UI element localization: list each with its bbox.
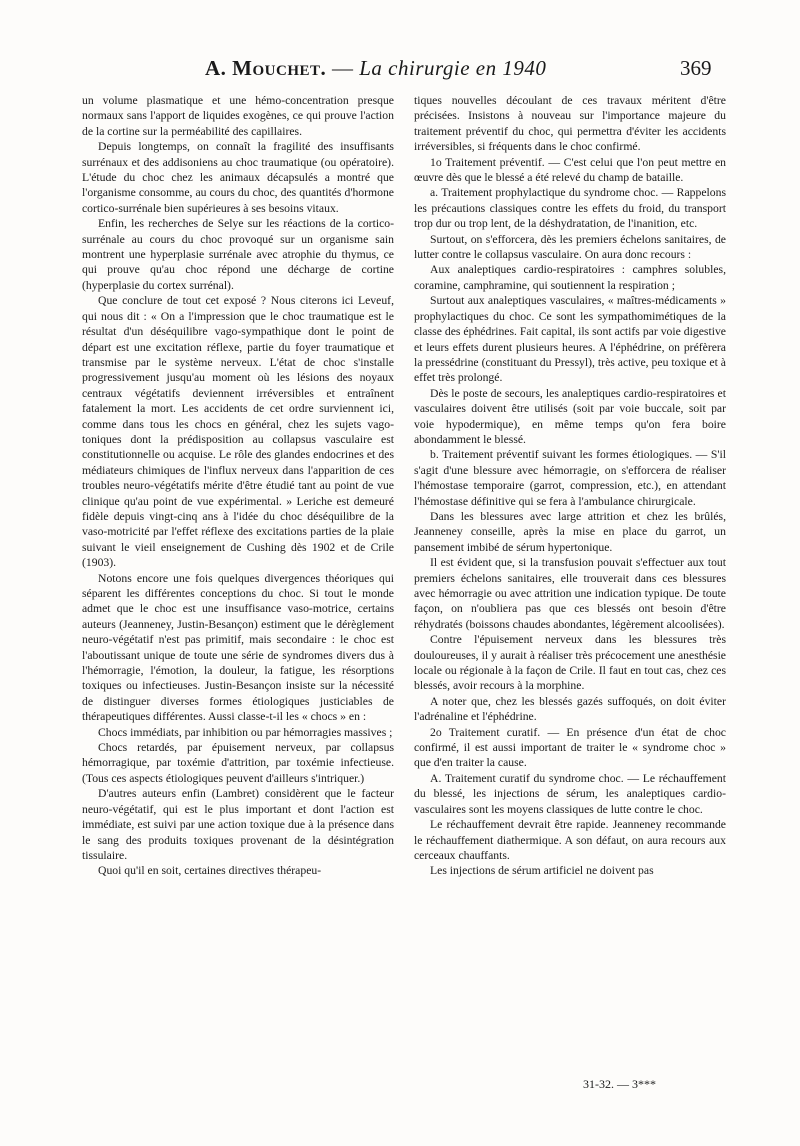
paragraph: Dans les blessures avec large attrition et chez les brûlés, Jeanneney conseille, après la mise en place du garrot, un pansement imbibé de sérum hypertonique. xyxy=(414,509,726,554)
paragraph: a. Traitement prophylactique du syndrome choc. — Rappelons les précautions classiques contre les effets du froid, du transport trop dur ou trop lent, de la déshydratation, de l'inanition, etc. xyxy=(414,186,726,231)
paragraph: Contre l'épuisement nerveux dans les blessures très douloureuses, il y aurait à réaliser très précocement une anesthésie locale ou régionale à la façon de Crile. Il faut en tout cas, chez ces blessés, avoir recours à la morphine. xyxy=(414,633,726,693)
paragraph: Surtout, on s'efforcera, dès les premiers échelons sanitaires, de lutter contre le collapsus vasculaire. On aura donc recours : xyxy=(414,232,726,262)
paragraph: Les injections de sérum artificiel ne doivent pas xyxy=(430,864,654,878)
paragraph: Notons encore une fois quelques divergences théoriques qui séparent les différentes conceptions du choc. Si tout le monde admet que le choc est une insuffisance vaso-motrice, certains auteurs (Jeanneney, Justin-Besançon) estiment que le dérèglement neuro-végétatif n'est pas primitif, mais secondaire : le choc est l'aboutissant unique de toute une série de syndromes divers dus à l'hémorragie, l'émotion, la douleur, la fatigue, les résorptions toxiques ou infectieuses. Justin-Besançon insiste sur la nécessité de distinguer diverses formes étiologiques justiciables de thérapeutiques différentes. Aussi classe-t-il les « chocs » en : xyxy=(82,571,394,724)
paragraph: Chocs retardés, par épuisement nerveux, par collapsus hémorragique, par toxémie d'attrition, par toxémie infectieuse. (Tous ces aspects étiologiques peuvent d'ailleurs s'intriquer.) xyxy=(82,741,394,785)
page-number: 369 xyxy=(680,56,712,80)
left-column xyxy=(82,93,394,879)
paragraph: 2o Traitement curatif. — En présence d'un état de choc confirmé, il est aussi important de traiter le « syndrome choc » que d'en traiter la cause. xyxy=(414,725,726,770)
paragraph: Enfin, les recherches de Selye sur les réactions de la cortico-surrénale au cours du choc provoqué sur un organisme sain montrent une hyperplasie surrénale avec atrophie du thymus, ce qui prouve qu'au choc répond une décharge de cortine (hyperplasie du cortex surrénal). xyxy=(82,217,394,292)
paragraph: un volume plasmatique et une hémo-concentration presque normaux sans l'apport de liquides exogènes, ce qui prouve l'action de la cortine sur la perméabilité des capillaires. xyxy=(82,94,394,138)
paragraph: A noter que, chez les blessés gazés suffoqués, on doit éviter l'adrénaline et l'éphédrine. xyxy=(414,694,726,724)
running-header xyxy=(0,56,800,90)
paragraph: Depuis longtemps, on connaît la fragilité des insuffisants surrénaux et des addisoniens au choc traumatique (ou opératoire). L'étude du choc chez les animaux décapsulés a montré que l'organisme consomme, au cours du choc, des quantités d'hormone cortico-surrénale bien supérieures à ses besoins vitaux. xyxy=(82,140,394,215)
paragraph: Que conclure de tout cet exposé ? Nous citerons ici Leveuf, qui nous dit : « On a l'impression que le choc traumatique est le résultat d'un déséquilibre vago-sympathique dont le point de départ est une excitation réflexe, partie du foyer traumatique et transmise par le système nerveux. L'état de choc s'installe progressivement jusqu'au moment où les lésions des noyaux centraux végétatifs deviennent irréversibles et entraînent fatalement la mort. Les accidents de cet ordre surviennent ici, comme dans tous les chocs en général, chez les sujets vago-toniques dont la prédisposition au collapsus vasculaire est constitutionnelle ou acquise. Le rôle des glandes endocrines et des médiateurs chimiques de l'influx nerveux dans l'apparition de ces troubles neuro-végétatifs mérite d'être étudié tant au point de vue clinique qu'au point de vue expérimental. » Leriche est demeuré fidèle depuis vingt-cinq ans à l'idée du choc déséquilibre de la vaso-motricité par l'effet réflexe des excitations parties de la plaie suivant le vieil enseignement de Cushing dès 1902 et de Crile (1903). xyxy=(82,294,394,570)
paragraph: 1o Traitement préventif. — C'est celui que l'on peut mettre en œuvre dès que le blessé a été relevé du champ de bataille. xyxy=(414,155,726,185)
paragraph: A. Traitement curatif du syndrome choc. — Le réchauffement du blessé, les injections de sérum, les analeptiques cardio-vasculaires sont les moyens classiques de lutte contre le choc. xyxy=(414,771,726,816)
work-title: La chirurgie en 1940 xyxy=(359,56,547,80)
paragraph: Dès le poste de secours, les analeptiques cardio-respiratoires et vasculaires doivent être utilisés (soit par voie buccale, soit par voie hypodermique), en même temps qu'on fera boire abondamment le blessé. xyxy=(414,386,726,446)
author-name: A. Mouchet. xyxy=(205,56,327,80)
signature-mark: 31-32. — 3*** xyxy=(583,1077,656,1091)
paragraph: Chocs immédiats, par inhibition ou par hémorragies massives ; xyxy=(98,725,393,739)
right-column xyxy=(414,93,726,879)
paragraph: Quoi qu'il en soit, certaines directives thérapeu- xyxy=(98,864,322,878)
paragraph: Il est évident que, si la transfusion pouvait s'effectuer aux tout premiers échelons sanitaires, elle trouverait dans ces blessures avec hémorragie ou avec attrition une indication typique. De toute façon, on n'oubliera pas que ces blessés ont besoin d'être réhydratés (boissons chaudes abondantes, légèrement alcoolisées). xyxy=(414,556,726,631)
paragraph: Aux analeptiques cardio-respiratoires : camphres solubles, coramine, camphramine, qui soutiennent la respiration ; xyxy=(414,263,726,292)
paragraph: b. Traitement préventif suivant les formes étiologiques. — S'il s'agit d'une blessure avec hémorragie, on s'efforcera de réaliser l'hémostase temporaire (garrot, compression, etc.), en attendant l'hémostase définitive qui se fera à l'ambulance chirurgicale. xyxy=(414,448,726,508)
running-title xyxy=(205,56,546,81)
header-dash: — xyxy=(332,56,354,80)
paragraph: Le réchauffement devrait être rapide. Jeanneney recommande le réchauffement diathermique. A son défaut, on aura recours aux cerceaux chauffants. xyxy=(414,818,726,862)
paragraph: D'autres auteurs enfin (Lambret) considèrent que le facteur neuro-végétatif, qui est le plus important et dont l'action est immédiate, est suivi par une action toxique due à la présence dans le sang des produits toxiques provenant de la désintégration tissulaire. xyxy=(82,787,394,862)
paragraph: Surtout aux analeptiques vasculaires, « maîtres-médicaments » prophylactiques du choc. Ce sont les sympathomimétiques de la classe des éphédrines. Fait capital, ils sont actifs par voie digestive et leurs effets durent plusieurs heures. A l'éphédrine, on préfèrera la pressédrine (constituant du Pressyl), très active, peu toxique et à effet très prolongé. xyxy=(414,294,726,385)
paragraph: tiques nouvelles découlant de ces travaux méritent d'être précisées. Insistons à nouveau sur l'importance majeure du traitement préventif du choc, qui permettra d'éviter les accidents irréversibles, si fréquents dans le choc confirmé. xyxy=(414,94,726,154)
